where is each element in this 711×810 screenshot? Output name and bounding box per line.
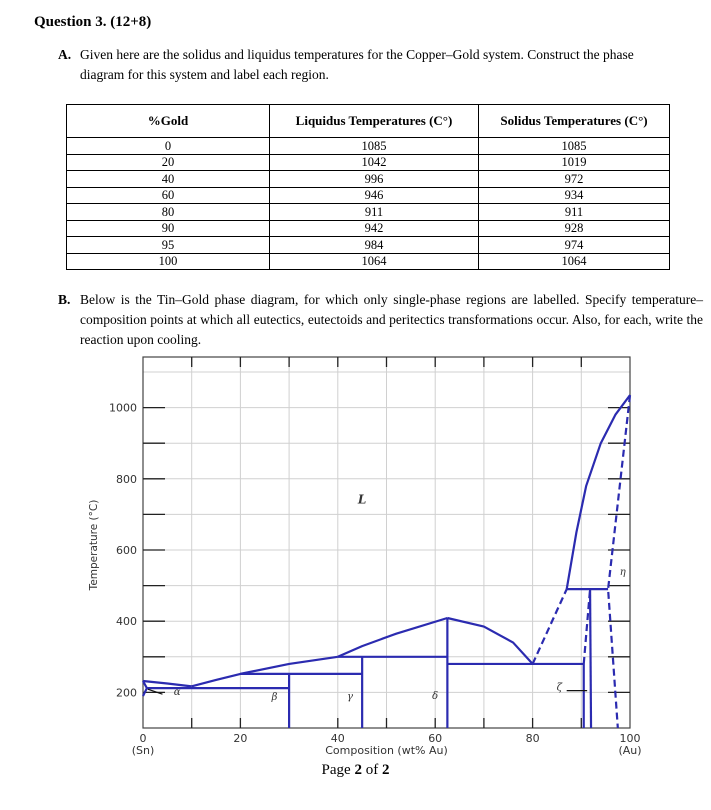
cell-liquidus: 1085 <box>270 138 479 155</box>
region-label: L <box>357 492 367 507</box>
x-tick-label: 80 <box>525 732 540 745</box>
y-tick-label: 400 <box>116 615 137 629</box>
cell-gold: 40 <box>67 171 270 188</box>
header-gold: %Gold <box>67 105 270 138</box>
region-label: δ <box>432 691 439 703</box>
phase-boundary-liquidus-sn <box>143 681 192 686</box>
cell-solidus: 911 <box>479 204 670 221</box>
region-label: α <box>173 686 181 698</box>
x-tick-sublabel: (Au) <box>618 744 642 757</box>
cell-gold: 80 <box>67 204 270 221</box>
cell-solidus: 972 <box>479 171 670 188</box>
alpha-arrow <box>148 689 163 694</box>
part-b-text: Below is the Tin–Gold phase diagram, for which only single-phase regions are labelled. Specify temperature–composition points at which all eutectics, eutectoids and peritectics transformations occur. Also, for each, write the reaction upon cooling. <box>80 292 703 347</box>
cell-gold: 20 <box>67 154 270 171</box>
cell-solidus: 928 <box>479 220 670 237</box>
cell-gold: 0 <box>67 138 270 155</box>
y-axis-label: Temperature (°C) <box>88 499 100 591</box>
cell-solidus: 934 <box>479 187 670 204</box>
part-a-text: Given here are the solidus and liquidus temperatures for the Copper–Gold system. Construct the phase diagram for this system and label each region. <box>80 47 634 82</box>
phase-boundary-liquidus-au <box>567 395 630 589</box>
header-liquidus: Liquidus Temperatures (C°) <box>270 105 479 138</box>
y-tick-label: 1000 <box>109 401 137 415</box>
cell-liquidus: 942 <box>270 220 479 237</box>
region-label: γ <box>346 691 353 703</box>
cell-solidus: 1085 <box>479 138 670 155</box>
cell-gold: 90 <box>67 220 270 237</box>
phase-boundary-liquidus-delta-left <box>338 618 448 657</box>
cell-gold: 60 <box>67 187 270 204</box>
cell-liquidus: 1042 <box>270 154 479 171</box>
footer-prefix: Page <box>321 762 355 778</box>
cell-liquidus: 946 <box>270 187 479 204</box>
phase-boundary-solidus-au <box>608 395 630 728</box>
phase-boundary-liquidus-dashed <box>533 589 567 664</box>
phase-boundary-liquidus-beta <box>192 657 338 687</box>
footer-page: 2 <box>354 762 362 778</box>
cell-gold: 100 <box>67 253 270 270</box>
y-tick-label: 600 <box>116 544 137 557</box>
x-tick-sublabel: (Sn) <box>131 744 155 757</box>
cell-liquidus: 1064 <box>270 253 479 270</box>
cell-solidus: 1019 <box>479 154 670 171</box>
x-tick-label: 40 <box>330 732 345 745</box>
footer-total: 2 <box>381 762 390 778</box>
footer-mid: of <box>361 762 382 778</box>
cell-gold: 95 <box>67 237 270 254</box>
cell-solidus: 974 <box>479 237 670 254</box>
y-tick-label: 800 <box>116 472 137 486</box>
x-tick-label: 20 <box>233 732 248 745</box>
cell-liquidus: 911 <box>270 204 479 221</box>
x-tick-label: 100 <box>619 732 641 745</box>
region-label: ζ <box>556 682 563 694</box>
y-tick-label: 200 <box>116 686 137 700</box>
page-footer <box>0 762 711 779</box>
cell-solidus: 1064 <box>479 253 670 270</box>
cell-liquidus: 984 <box>270 237 479 254</box>
region-label: η <box>619 566 626 578</box>
phase-boundary-zeta-right <box>590 589 591 728</box>
region-label: β <box>271 692 278 704</box>
cell-liquidus: 996 <box>270 171 479 188</box>
question-title: Question 3. (12+8) <box>34 14 152 30</box>
x-tick-label: 0 <box>139 732 147 745</box>
x-axis-label: Composition (wt% Au) <box>325 744 448 757</box>
part-b-label: B. <box>58 292 71 307</box>
x-tick-label: 60 <box>428 732 443 745</box>
header-solidus: Solidus Temperatures (C°) <box>479 105 670 138</box>
part-a-label: A. <box>58 47 72 62</box>
